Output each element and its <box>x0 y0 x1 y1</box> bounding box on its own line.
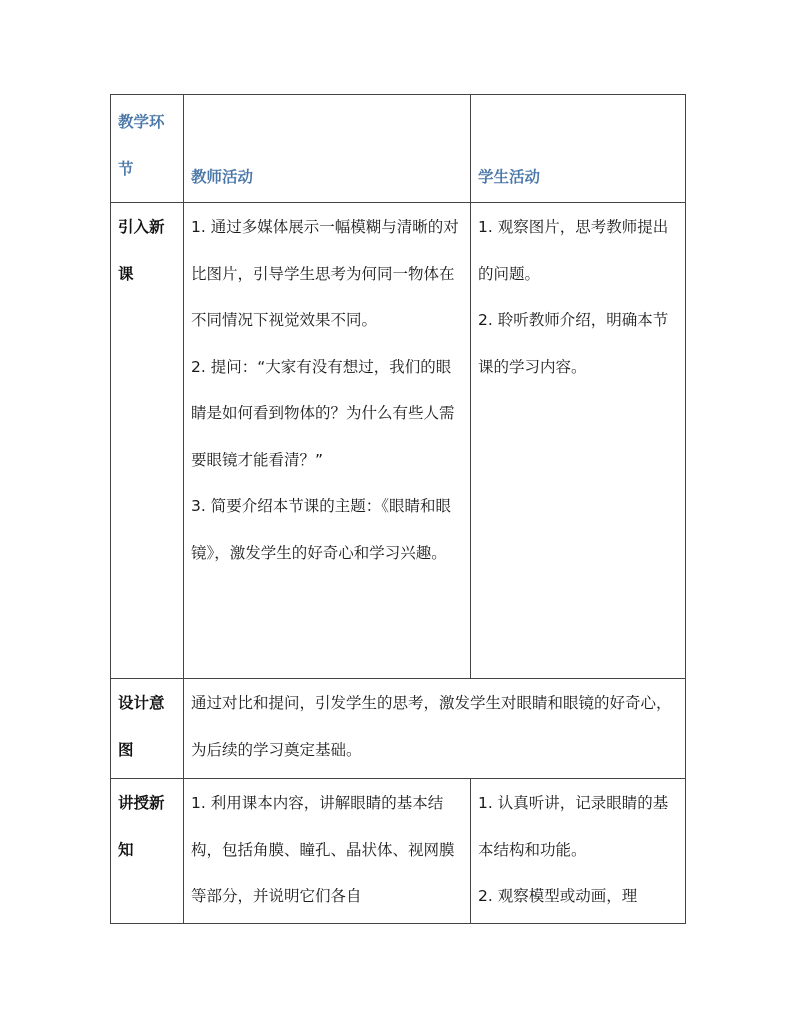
student-step: 2. 观察模型或动画，理 <box>478 887 638 905</box>
teacher-activity-cell <box>184 203 471 679</box>
header-section: 教学环节 <box>111 95 184 203</box>
design-intent-cell: 通过对比和提问，引发学生的思考，激发学生对眼睛和眼镜的好奇心，为后续的学习奠定基础。 <box>184 679 686 779</box>
header-student-activity: 学生活动 <box>471 95 686 203</box>
student-step: 1. 认真听讲，记录眼睛的基本结构和功能。 <box>478 794 669 859</box>
student-activity-cell <box>471 203 686 679</box>
header-row <box>111 95 686 203</box>
row-label: 设计意图 <box>111 679 184 779</box>
row-design-intent <box>111 679 686 779</box>
row-introduction <box>111 203 686 679</box>
header-teacher-activity: 教师活动 <box>184 95 471 203</box>
teacher-step: 1. 利用课本内容，讲解眼睛的基本结构，包括角膜、瞳孔、晶状体、视网膜等部分，并说明它们各自 <box>191 794 455 905</box>
row-label: 讲授新知 <box>111 779 184 924</box>
lesson-plan-table <box>110 94 686 924</box>
teacher-step: 3. 简要介绍本节课的主题：《眼睛和眼镜》，激发学生的好奇心和学习兴趣。 <box>191 497 451 562</box>
student-activity-cell <box>471 779 686 924</box>
teacher-step: 2. 提问：“大家有没有想过，我们的眼睛是如何看到物体的？为什么有些人需要眼镜才能看清？” <box>191 357 455 469</box>
teacher-activity-cell <box>184 779 471 924</box>
row-new-knowledge <box>111 779 686 924</box>
student-step: 1. 观察图片，思考教师提出的问题。 <box>478 218 669 283</box>
teacher-step: 1. 通过多媒体展示一幅模糊与清晰的对比图片，引导学生思考为何同一物体在不同情况下视觉效果不同。 <box>191 218 459 329</box>
student-step: 2. 聆听教师介绍，明确本节课的学习内容。 <box>478 311 669 376</box>
row-label: 引入新课 <box>111 203 184 679</box>
